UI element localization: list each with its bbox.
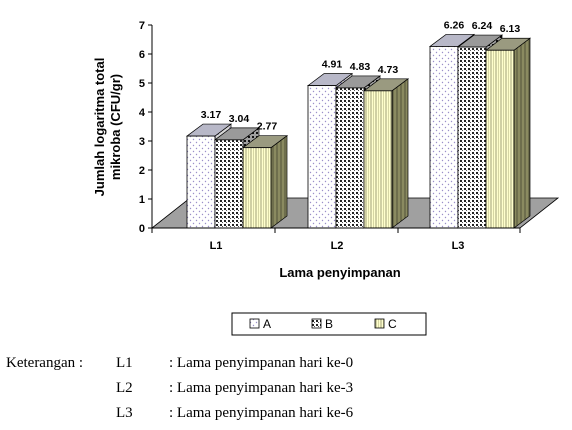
bar-front [187, 136, 215, 228]
notes-prefix: Keterangan : [6, 355, 84, 371]
note-desc-l1: : Lama penyimpanan hari ke-0 [169, 355, 354, 371]
x-tick-label-L1: L1 [209, 240, 223, 252]
x-tick-label-L2: L2 [330, 240, 344, 252]
data-label-L2-C: 4.73 [377, 63, 399, 76]
bar-front [215, 140, 243, 228]
note-desc-l2: : Lama penyimpanan hari ke-3 [169, 380, 354, 396]
y-tick-label: 6 [138, 49, 145, 61]
legend-label-B: B [325, 317, 334, 331]
note-code-l1: L1 [116, 355, 133, 371]
legend-swatch-A [250, 319, 259, 328]
note-code-l3: L3 [116, 405, 133, 421]
x-tick-label-L3: L3 [451, 240, 465, 252]
data-label-L3-A: 6.26 [443, 19, 465, 32]
x-axis [152, 228, 520, 252]
data-label-L2-B: 4.83 [349, 60, 371, 73]
y-tick-label: 4 [138, 107, 145, 119]
data-label-L3-B: 6.24 [471, 20, 493, 33]
data-label-L3-C: 6.13 [499, 23, 521, 36]
note-code-l2: L2 [116, 380, 133, 396]
y-tick-label: 3 [138, 136, 145, 148]
y-axis-title-line-2: mikroba (CFU/gr) [108, 73, 123, 181]
y-tick-label: 5 [138, 78, 145, 90]
bar-L3-C [486, 38, 530, 228]
note-desc-l3: : Lama penyimpanan hari ke-6 [169, 405, 354, 421]
bar-side [271, 136, 287, 228]
bar-front [336, 88, 364, 228]
bar-side [514, 38, 530, 228]
bar-L2-C [364, 79, 408, 228]
bar-front [308, 86, 336, 228]
legend-label-C: C [388, 317, 397, 331]
legend-swatch-B [312, 319, 321, 328]
bar-front [364, 91, 392, 228]
bar-side [392, 79, 408, 228]
y-tick-label: 7 [138, 20, 145, 32]
data-label-L1-C: 2.77 [256, 120, 278, 133]
legend-swatch-C [375, 319, 384, 328]
y-tick-label: 1 [138, 194, 145, 206]
data-label-L2-A: 4.91 [321, 58, 343, 71]
y-axis-title [92, 58, 123, 197]
data-label-L1-A: 3.17 [200, 109, 222, 122]
bar-L1-C [243, 136, 287, 228]
legend-label-A: A [263, 317, 272, 331]
y-axis [139, 20, 152, 235]
y-tick-label: 2 [138, 165, 145, 177]
x-axis-title: Lama penyimpanan [279, 265, 401, 280]
y-tick-label: 0 [138, 223, 145, 235]
bar-front [243, 148, 271, 228]
data-label-L1-B: 3.04 [228, 112, 250, 125]
y-axis-title-line-1: Jumlah logaritma total [92, 57, 107, 197]
bar-front [458, 47, 486, 228]
bar-front [486, 50, 514, 228]
bar-front [430, 46, 458, 228]
legend [232, 313, 426, 335]
